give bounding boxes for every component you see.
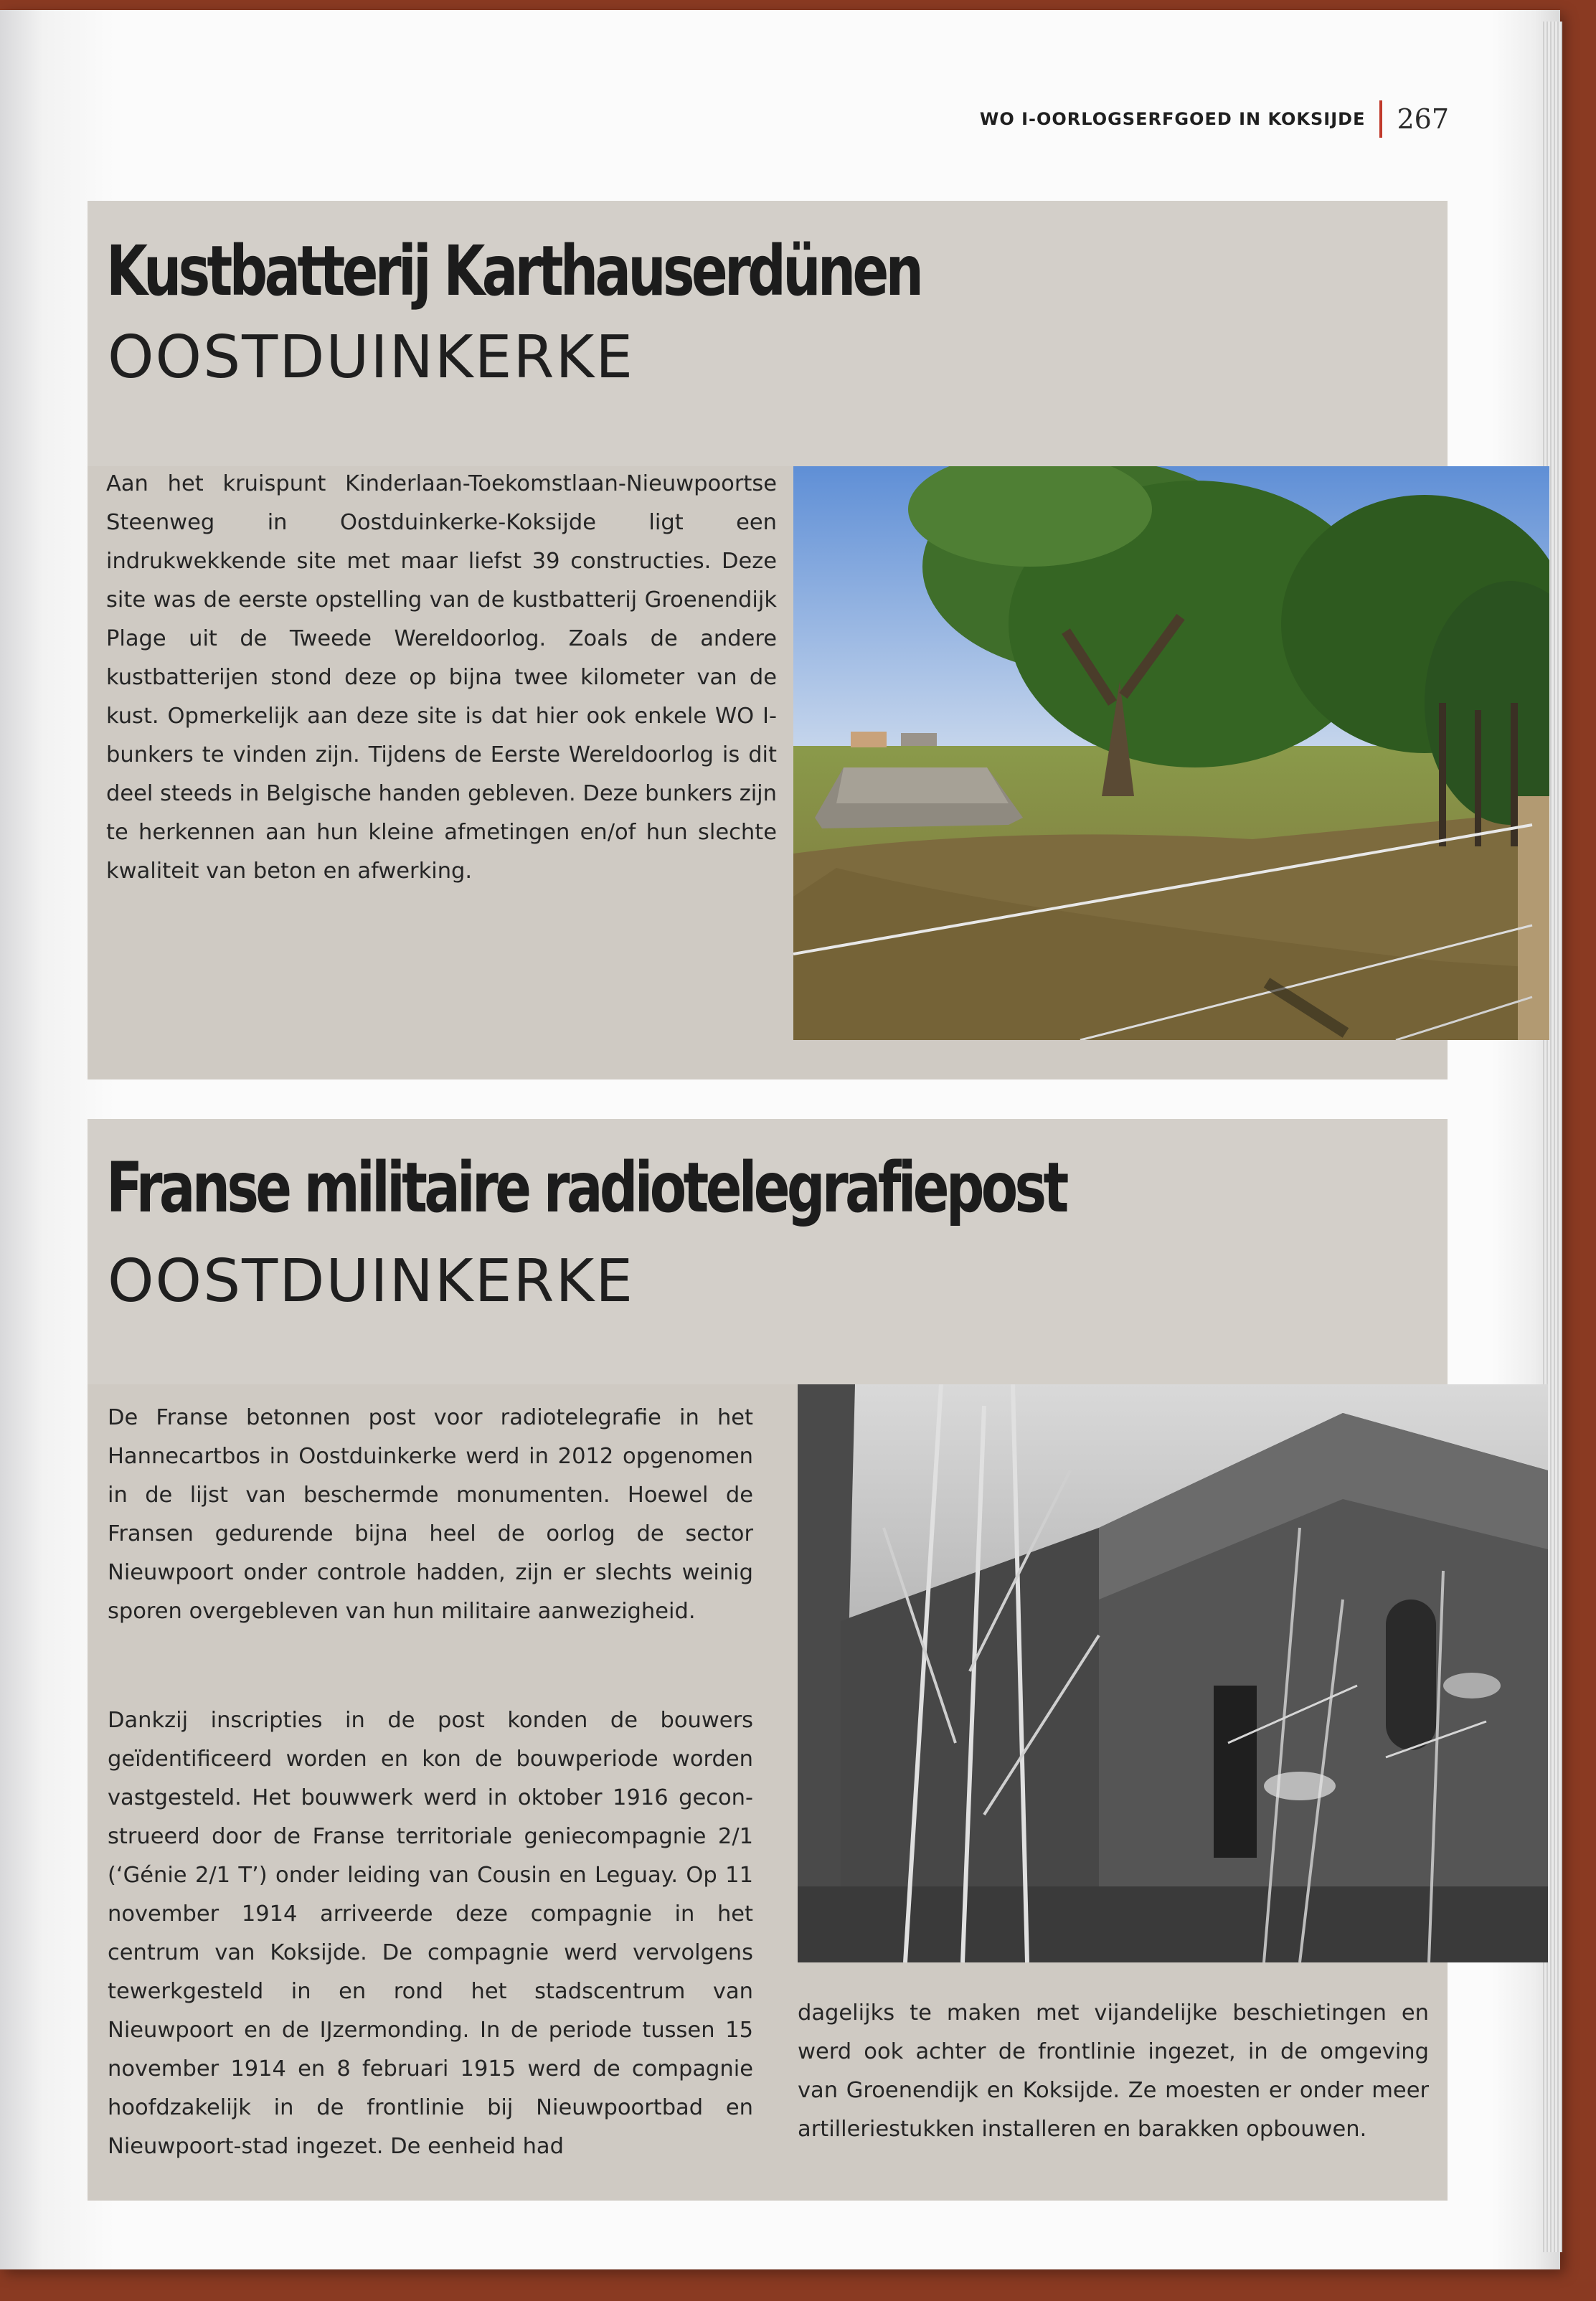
section-subtitle: OOSTDUINKERKE <box>108 323 635 392</box>
section-paragraph-1: De Franse betonnen post voor radiotelegrafie in het Hannecartbos in Oostduinkerke werd in 2012 opgenomen in de lijst van beschermde monumenten. Hoewel de Fransen gedurende bijna heel de oorlog de sector Nieuwpoort onder controle hadden, zijn er slechts weinig sporen overgebleven van hun militaire aanwezigheid. <box>108 1405 753 1624</box>
photo-coastal-battery-site <box>793 466 1549 1040</box>
section-title: Kustbatterij Karthauserdünen <box>106 231 921 311</box>
section-title: Franse militaire radiotelegrafiepost <box>106 1148 1066 1228</box>
section-paragraph-2: Dankzij inscripties in de post konden de bouwers geïdentificeerd worden en kon de bouwperiode worden vastgesteld. Het bouwwerk werd in oktober 1916 geconstrueerd door de Franse territoriale geniecompagnie 2/1 (‘Génie 2/1 T’) onder leiding van Cousin en Leguay. Op 11 november 1914 arriveerde deze compagnie in het centrum van Koksijde. De compagnie werd vervolgens tewerkgesteld in en rond het stadscentrum van Nieuwpoort en de IJzermonding. In de periode tussen 15 november 1914 en 8 februari 1915 werd de compagnie hoofdzakelijk in de frontlinie bij Nieuwpoortbad en Nieuwpoort-stad ingezet. De eenheid had <box>108 1708 753 2159</box>
running-head-title: WO I-OORLOGSERFGOED IN KOKSIJDE <box>979 109 1366 129</box>
running-head <box>980 100 1449 138</box>
section-paragraph-3: dagelijks te maken met vijandelijke beschietingen en werd ook achter de frontlinie ingezet, in de omgeving van Groenendijk en Koksijde. Ze moesten er onder meer artilleriestukken installeren en barakken opbouwen. <box>798 2000 1429 2142</box>
section-subtitle: OOSTDUINKERKE <box>108 1247 635 1315</box>
running-head-divider <box>1379 100 1382 138</box>
photo-radio-post-bunker <box>798 1384 1548 1962</box>
page-number: 267 <box>1397 103 1449 135</box>
section-body: Aan het kruispunt Kinderlaan-Toekomstlaan-Nieuwpoortse Steenweg in Oostduinkerke-Koksijde ligt een indrukwekkende site met maar liefst 39 constructies. Deze site was de eerste opstelling van de kustbatterij Groenendijk Plage uit de Tweede Wereldoorlog. Zoals de andere kustbatterijen stond deze op bijna twee kilometer van de kust. Opmerkelijk aan deze site is dat hier ook enkele WO I-bunkers te vinden zijn. Tijdens de Eerste Wereldoorlog is dit deel steeds in Belgische handen gebleven. Deze bunkers zijn te herkennen aan hun kleine afmetingen en/of hun slechte kwaliteit van beton en afwerking. <box>106 471 777 884</box>
